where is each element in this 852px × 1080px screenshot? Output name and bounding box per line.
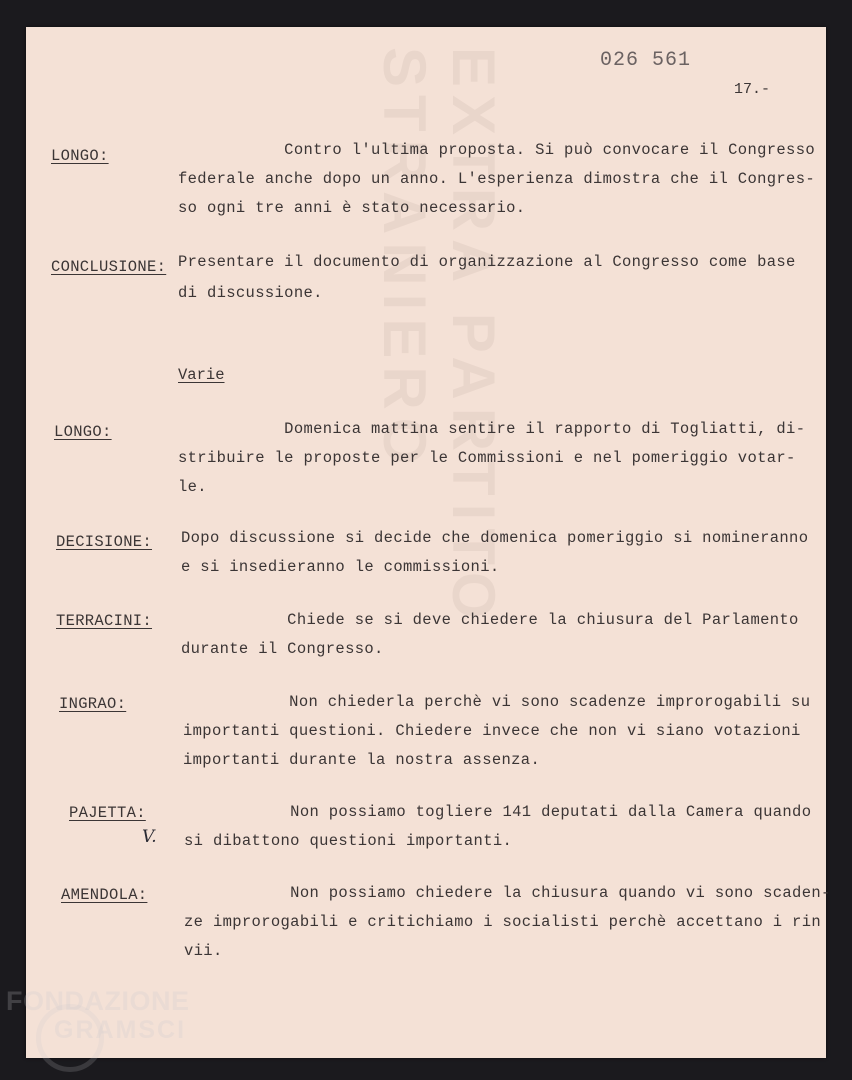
document-page: [26, 27, 831, 1058]
entry-line: durante il Congresso.: [181, 640, 384, 658]
speaker-label: PAJETTA:: [69, 804, 146, 822]
entry-line: importanti durante la nostra assenza.: [183, 751, 541, 769]
speaker-label: DECISIONE:: [56, 533, 153, 551]
fondazione-gramsci-logo: [6, 986, 216, 1070]
entry-line: ze improrogabili e critichiamo i socialisti perchè accettano i rin: [184, 913, 821, 931]
entry-line: Domenica mattina sentire il rapporto di Togliatti, di-: [178, 420, 806, 438]
entry-line: Dopo discussione si decide che domenica pomeriggio si nomineranno: [181, 529, 809, 547]
handwritten-mark: V.: [142, 827, 157, 847]
speaker-label: LONGO:: [54, 423, 112, 441]
speaker-label: AMENDOLA:: [61, 886, 148, 904]
logo-line1: FONDAZIONE: [6, 986, 190, 1016]
watermark-stamp: EXTRA PARTITO STRANIERO: [371, 47, 507, 627]
speaker-label: TERRACINI:: [56, 612, 153, 630]
entry-line: Non possiamo chiedere la chiusura quando vi sono scaden-: [184, 884, 831, 902]
speaker-label: LONGO:: [51, 147, 109, 165]
logo-line2: GRAMSCI: [54, 1016, 187, 1044]
entry-line: Non possiamo togliere 141 deputati dalla Camera quando: [184, 803, 812, 821]
entry-line: Non chiederla perchè vi sono scadenze improrogabili su: [183, 693, 811, 711]
entry-line: stribuire le proposte per le Commissioni e nel pomeriggio votar-: [178, 449, 796, 467]
speaker-label: INGRAO:: [59, 695, 127, 713]
archive-number: 026 561: [600, 49, 692, 72]
entry-line: so ogni tre anni è stato necessario.: [178, 199, 526, 217]
entry-line: importanti questioni. Chiedere invece che non vi siano votazioni: [183, 722, 801, 740]
entry-line: e si insedieranno le commissioni.: [181, 558, 500, 576]
entry-line: le.: [178, 478, 207, 496]
entry-line: Chiede se si deve chiedere la chiusura del Parlamento: [181, 611, 799, 629]
entry-line: federale anche dopo un anno. L'esperienza dimostra che il Congres-: [178, 170, 815, 188]
entry-line: vii.: [184, 942, 223, 960]
entry-line: Presentare il documento di organizzazione al Congresso come base: [178, 253, 796, 271]
section-heading: Varie: [178, 366, 225, 384]
page-number: 17.-: [734, 81, 771, 98]
entry-line: si dibattono questioni importanti.: [184, 832, 513, 850]
speaker-label: CONCLUSIONE:: [51, 258, 167, 276]
entry-line: di discussione.: [178, 284, 323, 302]
entry-line: Contro l'ultima proposta. Si può convocare il Congresso: [178, 141, 815, 159]
